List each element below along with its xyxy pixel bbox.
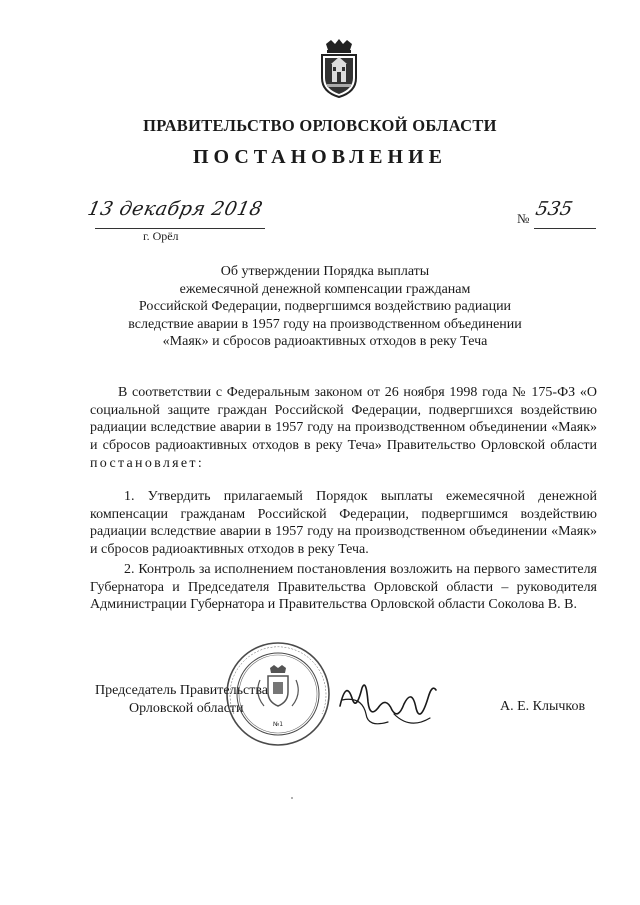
signatory-name: А. Е. Клычков [500,699,586,714]
handwritten-signature-icon [332,668,442,738]
signatory-role-line: Председатель Правительства [95,683,268,698]
document-type-title: ПОСТАНОВЛЕНИЕ [193,146,447,168]
preamble-text: В соответствии с Федеральным законом от 26 ноября 1998 года № 175-ФЗ «О социальной защите граждан Российской Федерации, подвергшихся воздействию радиации вследствие аварии в 1957 году на производственном объединении «Маяк» и сбросов радиоактивных отходов в реку Теча» Правительство Орловской области [90,385,597,454]
date-underline [95,212,265,229]
handwritten-date: 13 декабря 2018 [85,198,265,220]
number-label: № [517,211,530,226]
coat-of-arms-icon [318,38,360,98]
organization-title: ПРАВИТЕЛЬСТВО ОРЛОВСКОЙ ОБЛАСТИ [143,116,497,135]
handwritten-number: 535 [533,198,575,220]
subject-line: ежемесячной денежной компенсации гражданам [179,281,471,297]
signatory-role-line: Орловской области [129,700,244,716]
item-1-paragraph: 1. Утвердить прилагаемый Порядок выплаты ежемесячной денежной компенсации гражданам Российской Федерации, подвергшимся воздействию радиации вследствие аварии в 1957 году на производственном объединении «Маяк» и сбросов радиоактивных отходов в реку Теча. [90,489,597,558]
item-2-paragraph: 2. Контроль за исполнением постановления возложить на первого заместителя Губернатора и Председателя Правительства Орловской области – руководителя Администрации Губернатора и Правительства Орловской области Соколова В. В. [90,562,597,613]
subject-line: вследствие аварии в 1957 году на производственном объединении [128,316,522,332]
subject-line: Российской Федерации, подвергшимся воздействию радиации [138,299,512,315]
preamble-paragraph [90,384,597,473]
scan-speck [291,797,293,799]
subject-line: «Маяк» и сбросов радиоактивных отходов в реку Теча [162,334,488,350]
decree-word: постановляет: [90,455,205,471]
seal-number: №1 [272,721,284,728]
official-seal-icon [224,640,332,748]
number-underline [534,228,596,229]
document-subject [90,263,560,351]
subject-line: Об утверждении Порядка выплаты [220,264,430,279]
city-label: г. Орёл [143,229,179,243]
